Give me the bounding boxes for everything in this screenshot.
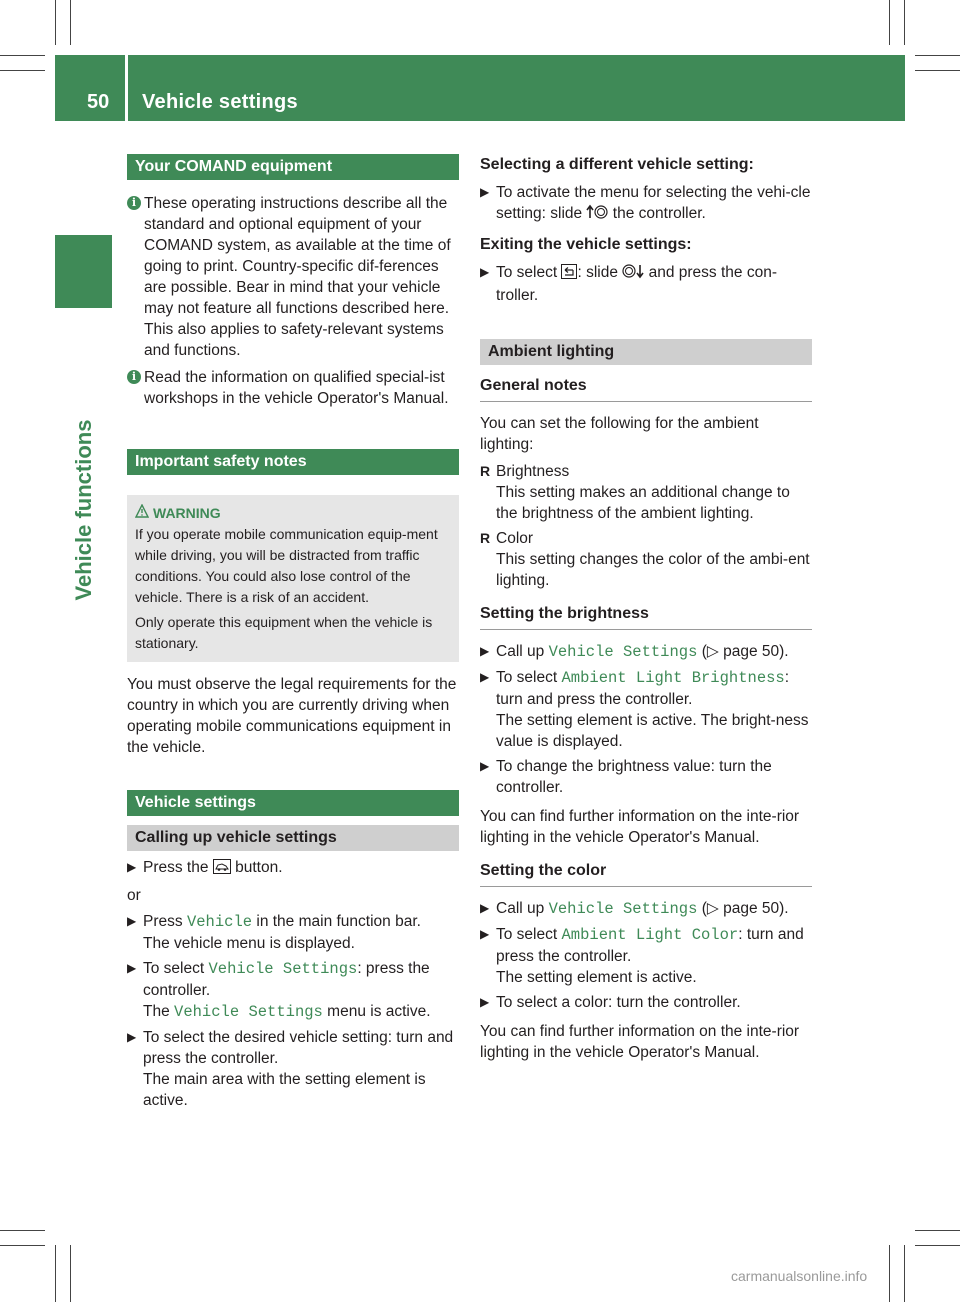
step: ▶ Call up Vehicle Settings (▷ page 50). — [480, 643, 789, 661]
list-item: R Brightness This setting makes an additional change to the brightness of the ambient lighting. — [480, 463, 790, 522]
subheading: General notes — [480, 375, 812, 402]
warning-text: Only operate this equipment when the vehicle is stationary. — [135, 614, 433, 651]
header-divider — [125, 55, 128, 121]
info-note — [127, 193, 459, 361]
step: ▶ To select the desired vehicle setting: turn and press the controller. The main area with the setting element is active. — [127, 1029, 454, 1109]
step-arrow-icon: ▶ — [127, 860, 137, 874]
menu-code: Vehicle Settings — [174, 1003, 323, 1021]
step-arrow-icon: ▶ — [127, 961, 137, 975]
subheading: Setting the color — [480, 860, 812, 887]
step: ▶ To select Ambient Light Color: turn and press the controller. The setting element is active. — [480, 926, 804, 986]
crop-mark — [915, 1230, 960, 1231]
subsection-heading: Calling up vehicle settings — [127, 825, 459, 851]
step: ▶ Call up Vehicle Settings (▷ page 50). — [480, 900, 789, 918]
crop-mark — [70, 1245, 71, 1302]
bullet-icon: R — [480, 530, 491, 546]
crop-mark — [70, 0, 71, 45]
subheading: Exiting the vehicle settings: — [480, 236, 692, 253]
page-title: Vehicle settings — [142, 91, 298, 113]
step: ▶ To activate the menu for selecting the vehi-cle setting: slide the controller. — [480, 182, 812, 226]
step: ▶ To select : slide and press the con-troller. — [480, 264, 777, 304]
paragraph: You can set the following for the ambient lighting: — [480, 415, 759, 453]
step: ▶ To select a color: turn the controller. — [480, 994, 741, 1011]
info-icon: i — [127, 196, 141, 210]
page-number: 50 — [87, 91, 110, 113]
vehicle-button-icon — [213, 859, 231, 880]
sidebar-section-label: Vehicle functions — [71, 419, 96, 601]
info-icon: i — [127, 370, 141, 384]
watermark: carmanualsonline.info — [731, 1268, 868, 1284]
note-text: Read the information on qualified special-ist workshops in the vehicle Operator's Manual. — [144, 369, 449, 407]
step-arrow-icon: ▶ — [480, 759, 490, 773]
step-arrow-icon: ▶ — [480, 927, 490, 941]
menu-code: Vehicle Settings — [548, 900, 698, 918]
back-icon — [561, 264, 577, 285]
warning-box — [127, 495, 459, 662]
section-heading: Your COMAND equipment — [127, 154, 459, 180]
step: ▶ Press Vehicle in the main function bar. The vehicle menu is displayed. — [127, 913, 421, 952]
crop-mark — [904, 1245, 905, 1302]
list-item: R Color This setting changes the color of the ambi-ent lighting. — [480, 530, 810, 589]
crop-mark — [889, 0, 890, 45]
crop-mark — [915, 1245, 960, 1246]
step-arrow-icon: ▶ — [127, 1030, 137, 1044]
subheading: Selecting a different vehicle setting: — [480, 156, 754, 173]
subheading: Setting the brightness — [480, 603, 812, 630]
paragraph: You must observe the legal requirements for the country in which you are currently driving when operating mobile communications equipment in the vehicle. — [127, 676, 457, 756]
sidebar-tab — [55, 235, 112, 308]
info-note — [127, 367, 459, 409]
menu-code: Vehicle Settings — [208, 960, 358, 978]
crop-mark — [0, 55, 45, 56]
controller-slide-down-icon — [622, 263, 644, 285]
warning-text: If you operate mobile communication equip-ment while driving, you will be distracted from traffic conditions. You could also lose control of the vehicle. There is a risk of an accident. — [135, 526, 438, 605]
paragraph: You can find further information on the inte-rior lighting in the vehicle Operator's Manual. — [480, 808, 800, 846]
step: ▶ Press the button. — [127, 857, 459, 880]
step-arrow-icon: ▶ — [127, 914, 137, 928]
menu-code: Ambient Light Brightness — [561, 669, 785, 687]
warning-label: WARNING — [153, 505, 221, 521]
warning-heading — [135, 503, 451, 524]
crop-mark — [0, 1230, 45, 1231]
paragraph: You can find further information on the inte-rior lighting in the vehicle Operator's Manual. — [480, 1023, 800, 1061]
step: ▶ To select Ambient Light Brightness: turn and press the controller. The setting element is active. The bright-ness value is displayed. — [480, 669, 809, 750]
or-text: or — [127, 887, 141, 904]
crop-mark — [0, 70, 45, 71]
warning-triangle-icon — [135, 503, 149, 524]
crop-mark — [915, 70, 960, 71]
crop-mark — [0, 1245, 45, 1246]
left-column — [127, 154, 459, 1111]
step-arrow-icon: ▶ — [480, 644, 490, 658]
section-heading: Ambient lighting — [480, 339, 812, 365]
section-heading: Important safety notes — [127, 449, 459, 475]
step-arrow-icon: ▶ — [480, 185, 490, 199]
crop-mark — [889, 1245, 890, 1302]
step: ▶ To select Vehicle Settings: press the controller. The Vehicle Settings menu is active. — [127, 960, 431, 1021]
crop-mark — [55, 1245, 56, 1302]
step-arrow-icon: ▶ — [480, 670, 490, 684]
step-arrow-icon: ▶ — [480, 995, 490, 1009]
step-arrow-icon: ▶ — [480, 265, 490, 279]
step: ▶ To change the brightness value: turn the controller. — [480, 758, 772, 796]
crop-mark — [915, 55, 960, 56]
section-heading: Vehicle settings — [127, 790, 459, 816]
menu-code: Vehicle Settings — [548, 643, 698, 661]
note-text: These operating instructions describe all the standard and optional equipment of your COMAND system, as available at the time of going to print. Country-specific dif-ferences are possible. Bear in mind that your vehicle may not feature all functions described here. This also applies to safety-relevant systems and functions. — [144, 195, 451, 359]
step-arrow-icon: ▶ — [480, 901, 490, 915]
right-column — [480, 154, 812, 1063]
menu-code: Ambient Light Color — [561, 926, 739, 944]
menu-code: Vehicle — [186, 913, 253, 931]
controller-slide-up-icon — [586, 204, 608, 226]
crop-mark — [904, 0, 905, 45]
crop-mark — [55, 0, 56, 45]
bullet-icon: R — [480, 463, 491, 479]
